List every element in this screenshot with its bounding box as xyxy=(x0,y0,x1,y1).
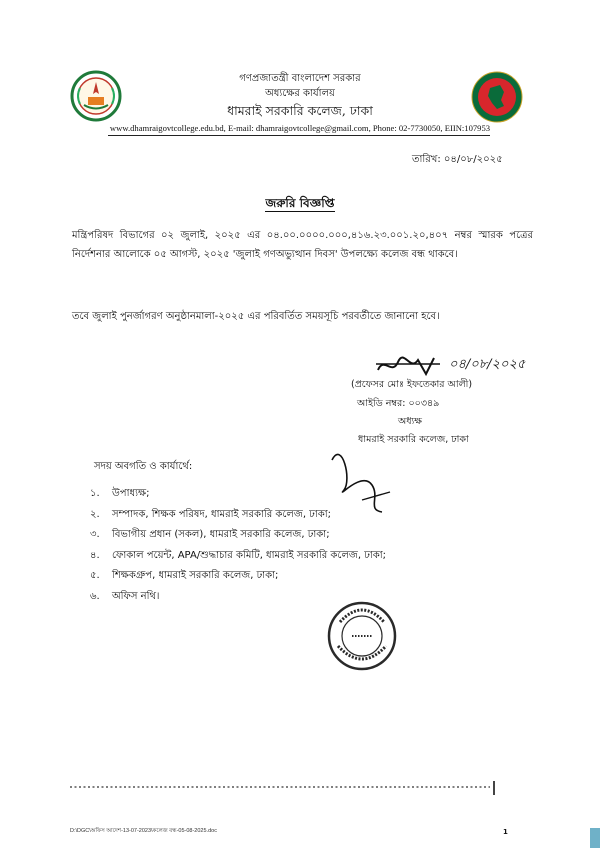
body-paragraph-1: মন্ত্রিপরিষদ বিভাগের ০২ জুলাই, ২০২৫ এর ০৪.০০.০০০০.০০০,৪১৬.২৩.০০১.২০,৪০৭ নম্বর স্মারক পত্রের নির্দেশনার আলোকে ০৫ আগস্ট, ২০২৫ 'জুলাই গণঅভ্যুত্থান দিবস' উপলক্ষ্যে কলেজ বন্ধ থাকবে। xyxy=(72,230,533,260)
header-divider xyxy=(108,135,490,136)
list-item: ১. উপাধ্যক্ষ; xyxy=(90,488,150,499)
signatory-designation: অধ্যক্ষ xyxy=(398,416,423,427)
edge-tab xyxy=(590,828,600,848)
header-contact-line: www.dhamraigovtcollege.edu.bd, E-mail: dhamraigovtcollege@gmail.com, Phone: 02-7730050, EIIN:107953 xyxy=(109,123,491,133)
notice-title xyxy=(0,195,600,215)
cc-heading: সদয় অবগতি ও কার্যার্থে: xyxy=(94,461,193,472)
official-stamp xyxy=(326,600,398,672)
signature-date: ০৪/০৮/২০২৫ xyxy=(449,357,526,372)
document-date: তারিখ: ০৪/০৮/২০২৫ xyxy=(412,154,503,165)
header-govt-line: গণপ্রজাতন্ত্রী বাংলাদেশ সরকার xyxy=(239,73,361,84)
header-college-line: ধামরাই সরকারি কলেজ, ঢাকা xyxy=(227,103,373,118)
cc-list xyxy=(90,484,386,608)
list-item: ৫. শিক্ষকগ্রুপ, ধামরাই সরকারি কলেজ, ঢাকা; xyxy=(90,570,279,582)
signatory-institution: ধামরাই সরকারি কলেজ, ঢাকা xyxy=(358,434,469,445)
page-number: 1 xyxy=(503,828,508,836)
notice-title-text: জরুরি বিজ্ঞপ্তি xyxy=(265,196,335,210)
small-mark xyxy=(493,781,495,795)
signatory-id: আইডি নম্বর: ০০৩৪৯ xyxy=(357,398,440,409)
faint-text-marks xyxy=(70,783,490,791)
body-paragraph-2: তবে জুলাই পুনর্জাগরণ অনুষ্ঠানমালা-২০২৫ এর পরিবর্তিত সময়সূচি পরবর্তীতে জানানো হবে। xyxy=(72,311,440,322)
signatory-name: (প্রফেসর মোঃ ইফতেকার আলী) xyxy=(351,379,473,390)
list-item: ২. সম্পাদক, শিক্ষক পরিষদ, ধামরাই সরকারি কলেজ, ঢাকা; xyxy=(90,508,331,520)
footer-file-path: D:\DGC\অফিস আদেশ-13-07-2023\কলেজ বন্ধ-05-08-2025.doc xyxy=(70,828,217,834)
list-item: ৩. বিভাগীয় প্রধান (সকল), ধামরাই সরকারি কলেজ, ঢাকা; xyxy=(90,529,330,541)
list-item: ৬. অফিস নথি। xyxy=(90,590,160,602)
header-office-line: অধ্যক্ষের কার্যালয় xyxy=(265,88,335,99)
list-item: ৪. ফোকাল পয়েন্ট, APA/শুদ্ধাচার কমিটি, ধামরাই সরকারি কলেজ, ঢাকা; xyxy=(90,549,387,561)
